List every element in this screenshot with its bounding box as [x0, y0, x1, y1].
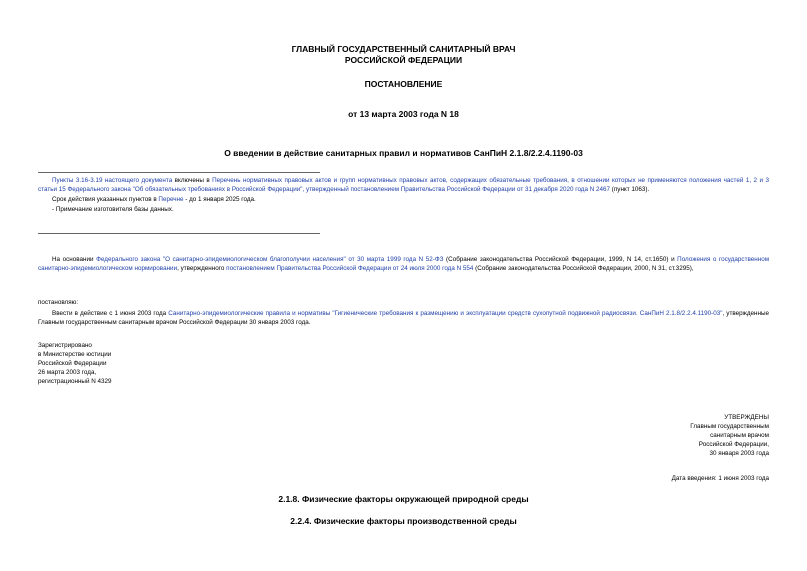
- link-government-decree[interactable]: постановлением Правительства Российской Федерации от 24 июля 2000 года N 554: [226, 265, 474, 272]
- note-paragraph-1: [38, 176, 769, 194]
- body-text: , утвержденного: [177, 265, 227, 272]
- registration-line: 26 марта 2003 года,: [38, 369, 97, 376]
- org-name-line1: ГЛАВНЫЙ ГОСУДАРСТВЕННЫЙ САНИТАРНЫЙ ВРАЧ: [291, 44, 516, 54]
- note-text: Срок действия указанных пунктов в: [52, 196, 159, 203]
- note-link-list-short[interactable]: Перечне: [158, 196, 184, 203]
- approval-line: 30 января 2003 года: [709, 450, 769, 457]
- note-link-list[interactable]: Перечень нормативных правовых актов и групп нормативных правовых актов, содержащих обязательные требования, в отношении которых не применяются положения частей 1, 2 и 3 статьи 15 Федерального закона "Об обязательных требованиях в Российской Федерации", утвержденный постановлением Правительства Российской Федерации от 31 декабря 2020 года N 2467: [38, 177, 769, 193]
- registration-line: в Министерстве юстиции: [38, 351, 112, 358]
- note-text: - до 1 января 2025 года.: [183, 196, 256, 203]
- registration-block: [38, 341, 112, 386]
- note-text: (пункт 1063).: [610, 186, 650, 193]
- approval-line: санитарным врачом: [710, 432, 769, 439]
- doc-date-number: от 13 марта 2003 года N 18: [348, 109, 459, 119]
- note-bottom-divider: [38, 233, 320, 234]
- link-sanpin[interactable]: Санитарно-эпидемиологические правила и нормативы "Гигиенические требования к размещению и эксплуатации средств сухопутной подвижной радиосвязи. СанПиН 2.1.8/2.2.4.1190-03": [168, 310, 723, 317]
- section-heading-2: 2.2.4. Физические факторы производственной среды: [290, 516, 517, 526]
- link-federal-law[interactable]: Федерального закона "О санитарно-эпидемиологическом благополучии населения" от 30 марта 1999 года N 52-ФЗ: [96, 256, 444, 263]
- registration-line: Российской Федерации: [38, 360, 107, 367]
- note-paragraph-2: [38, 195, 769, 204]
- doc-subject: О введении в действие санитарных правил и нормативов СанПиН 2.1.8/2.2.4.1190-03: [224, 148, 583, 158]
- approval-line: Главным государственным: [690, 423, 769, 430]
- body-text: (Собрание законодательства Российской Федерации, 1999, N 14, ст.1650) и: [443, 256, 678, 263]
- approval-line: УТВЕРЖДЕНЫ: [724, 414, 769, 421]
- note-block: [38, 176, 769, 214]
- body-text: Ввести в действие с 1 июня 2003 года: [52, 310, 169, 317]
- registration-line: Зарегистрировано: [38, 342, 92, 349]
- note-top-divider: [38, 172, 320, 173]
- body-text: , утвержденные Главным государственным санитарным врачом Российской Федерации 30 января 2003 года.: [38, 310, 769, 326]
- link-regulation[interactable]: Положения о государственном санитарно-эпидемиологическом нормировании: [38, 256, 770, 272]
- body-text: (Собрание законодательства Российской Федерации, 2000, N 31, ст.3295),: [473, 265, 694, 272]
- section-heading-1: 2.1.8. Физические факторы окружающей природной среды: [278, 494, 529, 504]
- note-link-points[interactable]: Пункты 3.16-3.19 настоящего документа: [52, 177, 173, 184]
- body-paragraph-enact: [38, 309, 769, 327]
- resolve-text: постановляю:: [38, 299, 79, 306]
- effective-date: Дата введения: 1 июня 2003 года: [671, 475, 769, 482]
- approval-block: [690, 413, 769, 458]
- registration-line: регистрационный N 4329: [38, 378, 112, 385]
- body-text: На основании: [52, 256, 97, 263]
- note-text: включены в: [172, 177, 213, 184]
- body-paragraph-basis: [38, 255, 769, 273]
- doc-type: ПОСТАНОВЛЕНИЕ: [364, 79, 443, 89]
- approval-line: Российской Федерации,: [698, 441, 769, 448]
- org-name-line2: РОССИЙСКОЙ ФЕДЕРАЦИИ: [344, 55, 463, 65]
- note-producer: - Примечание изготовителя базы данных.: [52, 206, 174, 213]
